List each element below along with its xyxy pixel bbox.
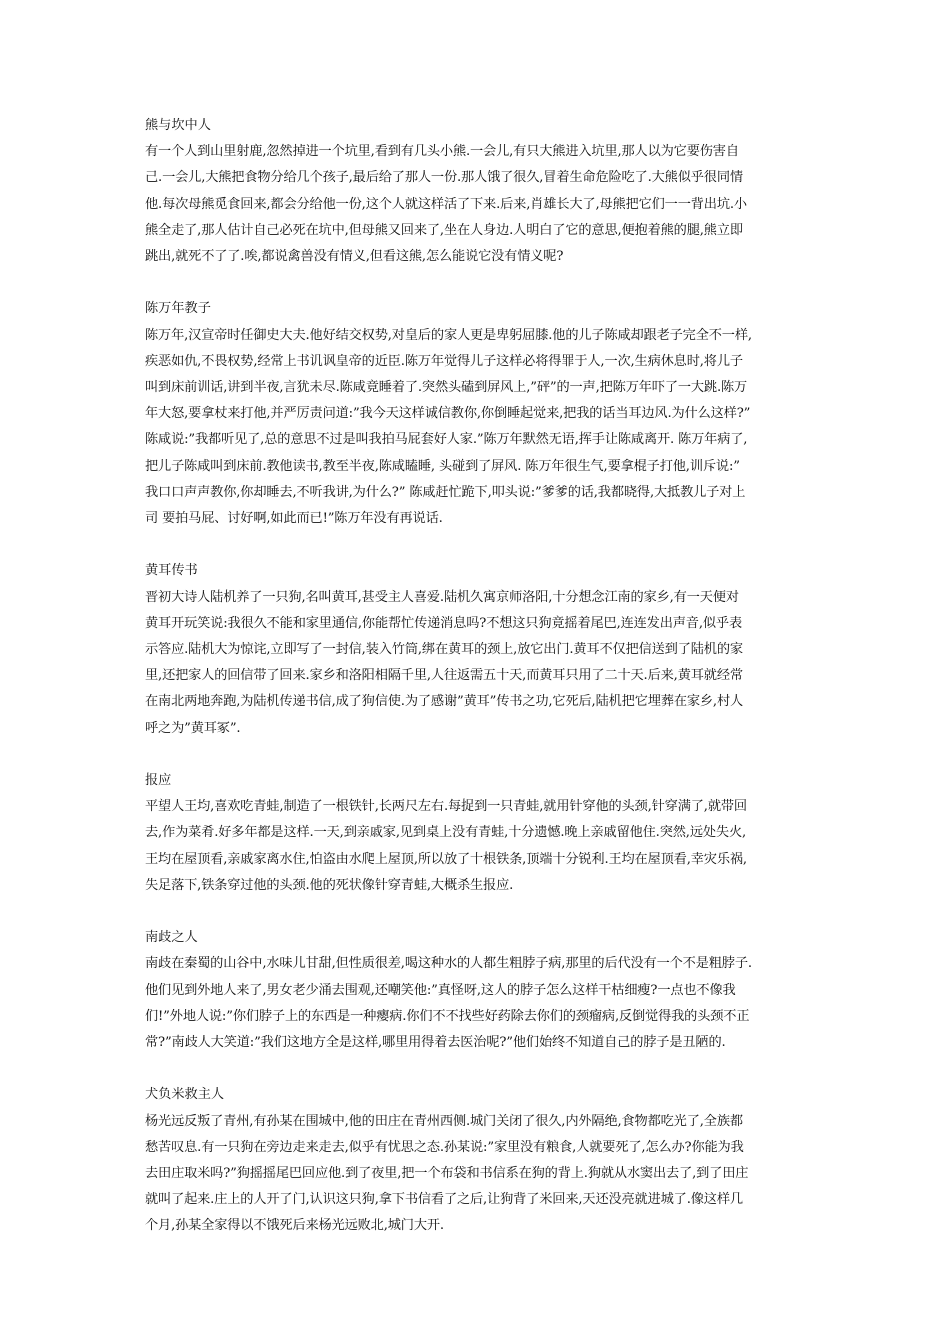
story-line: 就叫了起来.庄上的人开了门,认识这只狗,拿下书信看了之后,让狗背了米回来,天还没亮就进城了.像这样几 xyxy=(145,1192,743,1208)
story-line: 我口口声声教你,你却睡去,不听我讲,为什么?” 陈咸赶忙跪下,叩头说:”爹爹的话,我都晓得,大抵教儿子对上 xyxy=(145,484,746,500)
story-title: 报应 xyxy=(145,773,172,789)
story-line: 司 要拍马屁、讨好啊,如此而已!”陈万年没有再说话. xyxy=(145,511,443,527)
story-line: 疾恶如仇,不畏权势,经常上书讥讽皇帝的近臣.陈万年觉得儿子这样必将得罪于人,一次,生病休息时,将儿子 xyxy=(145,353,743,369)
story-line: 里,还把家人的回信带了回来.家乡和洛阳相隔千里,人往返需五十天,而黄耳只用了二十天.后来,黄耳就经常 xyxy=(145,668,743,684)
story-line: 去田庄取米吗?”狗摇摇尾巴回应他.到了夜里,把一个布袋和书信系在狗的背上.狗就从水窦出去了,到了田庄 xyxy=(145,1166,749,1182)
story-line: 南歧在秦蜀的山谷中,水味儿甘甜,但性质很差,喝这种水的人都生粗脖子病,那里的后代没有一个不是粗脖子. xyxy=(145,956,752,972)
story-line: 晋初大诗人陆机养了一只狗,名叫黄耳,甚受主人喜爱.陆机久寓京师洛阳,十分想念江南的家乡,有一天便对 xyxy=(145,589,739,605)
story-line: 愁苦叹息.有一只狗在旁边走来走去,似乎有忧思之态.孙某说:”家里没有粮食,人就要死了,怎么办?你能为我 xyxy=(145,1139,744,1155)
story-title: 犬负米救主人 xyxy=(145,1087,225,1103)
story-line: 黄耳开玩笑说:我很久不能和家里通信,你能帮忙传递消息吗?不想这只狗竟摇着尾巴,连连发出声音,似乎表 xyxy=(145,615,742,631)
story-line: 年大怒,要拿杖来打他,并严厉责问道:”我今天这样诚信教你,你倒睡起觉来,把我的话当耳边风.为什么这样?” xyxy=(145,406,751,422)
story-body xyxy=(145,139,817,270)
story-line: 示答应.陆机大为惊诧,立即写了一封信,装入竹筒,绑在黄耳的颈上,放它出门.黄耳不仅把信送到了陆机的家 xyxy=(145,642,743,658)
story-section xyxy=(145,925,817,1056)
story-title: 陈万年教子 xyxy=(145,301,211,317)
story-line: 陈万年,汉宣帝时任御史大夫.他好结交权势,对皇后的家人更是卑躬屈膝.他的儿子陈咸却跟老子完全不一样, xyxy=(145,327,752,343)
story-section xyxy=(145,768,817,899)
story-line: 平望人王均,喜欢吃青蛙,制造了一根铁针,长两尺左右.每捉到一只青蛙,就用针穿他的头颈,针穿满了,就带回 xyxy=(145,799,747,815)
story-line: 把儿子陈咸叫到床前.教他读书,教至半夜,陈咸瞌睡, 头碰到了屏风. 陈万年很生气,要拿棍子打他,训斥说:” xyxy=(145,458,740,474)
story-line: 己.一会儿,大熊把食物分给几个孩子,最后给了那人一份.那人饿了很久,冒着生命危险吃了.大熊似乎很同情 xyxy=(145,170,743,186)
document-page xyxy=(145,113,817,1266)
story-line: 呼之为”黄耳冢”. xyxy=(145,720,241,736)
story-line: 陈咸说:”我都听见了,总的意思不过是叫我拍马屁套好人家.”陈万年默然无语,挥手让陈咸离开. 陈万年病了, xyxy=(145,432,748,448)
story-body xyxy=(145,794,817,899)
story-section xyxy=(145,296,817,532)
story-line: 他.每次母熊觅食回来,都会分给他一份,这个人就这样活了下来.后来,肖雄长大了,母熊把它们一一背出坑.小 xyxy=(145,196,747,212)
story-line: 熊全走了,那人估计自己必死在坑中,但母熊又回来了,坐在人身边.人明白了它的意思,便抱着熊的腿,熊立即 xyxy=(145,222,743,238)
story-title: 黄耳传书 xyxy=(145,563,198,579)
story-body xyxy=(145,585,817,742)
story-title: 熊与坎中人 xyxy=(145,118,211,133)
story-body xyxy=(145,323,817,533)
story-section xyxy=(145,1082,817,1239)
story-line: 去,作为菜肴.好多年都是这样.一天,到亲戚家,见到桌上没有青蛙,十分遗憾.晚上亲戚留他住.突然,远处失火, xyxy=(145,825,747,841)
story-line: 常?”南歧人大笑道:”我们这地方全是这样,哪里用得着去医治呢?”他们始终不知道自己的脖子是丑陋的. xyxy=(145,1035,726,1051)
story-title: 南歧之人 xyxy=(145,930,198,946)
story-line: 他们见到外地人来了,男女老少涌去围观,还嘲笑他:”真怪呀,这人的脖子怎么这样干枯细瘦?一点也不像我 xyxy=(145,982,736,998)
story-section xyxy=(145,113,817,270)
story-line: 们!”外地人说:”你们脖子上的东西是一种瘿病.你们不不找些好药除去你们的颈瘤病,反倒觉得我的头颈不正 xyxy=(145,1008,750,1024)
story-section xyxy=(145,558,817,741)
story-line: 杨光远反叛了青州,有孙某在围城中,他的田庄在青州西侧.城门关闭了很久,内外隔绝,食物都吃光了,全族都 xyxy=(145,1113,743,1129)
story-line: 叫到床前训话,讲到半夜,言犹未尽.陈咸竟睡着了.突然头磕到屏风上,”砰”的一声,把陈万年吓了一大跳.陈万 xyxy=(145,380,748,396)
story-body xyxy=(145,951,817,1056)
story-line: 跳出,就死不了了.唉,都说禽兽没有情义,但看这熊,怎么能说它没有情义呢? xyxy=(145,249,564,265)
story-line: 在南北两地奔跑,为陆机传递书信,成了狗信使.为了感谢”黄耳”传书之功,它死后,陆机把它埋葬在家乡,村人 xyxy=(145,694,744,710)
story-line: 个月,孙某全家得以不饿死后来杨光远败北,城门大开. xyxy=(145,1218,444,1234)
story-line: 有一个人到山里射鹿,忽然掉进一个坑里,看到有几头小熊.一会儿,有只大熊进入坑里,那人以为它要伤害自 xyxy=(145,144,739,160)
story-line: 失足落下,铁条穿过他的头颈.他的死状像针穿青蛙,大概杀生报应. xyxy=(145,877,514,893)
story-line: 王均在屋顶看,亲戚家离水住,怕盗由水爬上屋顶,所以放了十根铁条,顶端十分锐利.王均在屋顶看,幸灾乐祸, xyxy=(145,851,747,867)
story-body xyxy=(145,1109,817,1240)
